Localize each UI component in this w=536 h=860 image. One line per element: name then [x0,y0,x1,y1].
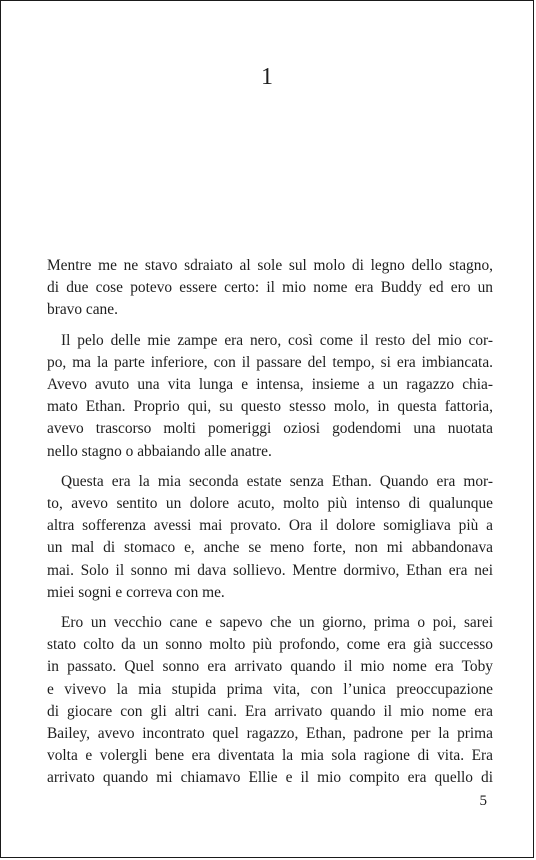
text-line: arrivato quando mi chiamavo Ellie e il mio compito era quello di [47,769,493,787]
text-line: un mal di stomaco e, anche se meno forte, non mi abbandonava [47,539,493,557]
text-line: in passato. Quel sonno era arrivato quando il mio nome era Toby [47,658,493,676]
text-line: altra sofferenza avessi mai provato. Ora il dolore somigliava più a [47,517,493,535]
page-number: 5 [479,793,487,809]
chapter-number: 1 [261,64,273,90]
text-line: po, ma la parte inferiore, con il passare del tempo, si era imbiancata. [47,353,493,371]
text-line: di due cose potevo essere certo: il mio nome era Buddy ed ero un [47,279,493,297]
text-line: stato colto da un sonno molto più profondo, come era già successo [47,636,493,654]
paragraph [47,612,493,790]
paragraph [47,330,493,463]
text-line: mato Ethan. Proprio qui, su questo stesso molo, in questa fattoria, [47,398,493,416]
text-line: Ero un vecchio cane e sapevo che un giorno, prima o poi, sarei [61,614,493,632]
text-line: volta e volergli bene era diventata la mia sola ragione di vita. Era [47,747,493,765]
text-line: to, avevo sentito un dolore acuto, molto più intenso di qualunque [47,495,493,513]
text-line: nello stagno o abbaiando alle anatre. [47,442,272,460]
paragraph [47,255,493,322]
body-text [47,255,493,798]
text-line: Il pelo delle mie zampe era nero, così come il resto del mio cor- [61,331,493,349]
paragraph [47,471,493,604]
text-line: Mentre me ne stavo sdraiato al sole sul molo di legno dello stagno, [47,257,493,274]
text-line: e vivevo la mia stupida prima vita, con l’unica preoccupazione [47,680,493,698]
text-line: Bailey, avevo incontrato quel ragazzo, Ethan, padrone per la prima [47,725,493,743]
text-line: avevo trascorso molti pomeriggi oziosi godendomi una nuotata [47,420,493,438]
text-line: bravo cane. [47,301,118,319]
text-line: miei sogni e correva con me. [47,583,225,601]
text-line: Avevo avuto una vita lunga e intensa, insieme a un ragazzo chia- [47,376,493,394]
text-line: Questa era la mia seconda estate senza Ethan. Quando era mor- [61,472,493,490]
text-line: di giocare con gli altri cani. Era arrivato quando il mio nome era [47,702,493,720]
text-line: mai. Solo il sonno mi dava sollievo. Mentre dormivo, Ethan era nei [47,561,493,579]
